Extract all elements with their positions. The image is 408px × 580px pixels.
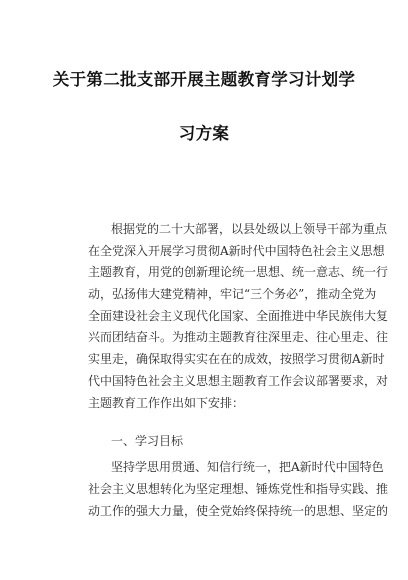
intro-paragraph-line: 代中国特色社会主义思想主题教育工作会议部署要求，对 bbox=[88, 374, 389, 388]
section-paragraph-line: 坚持学思用贯通、知信行统一，把A新时代中国特色 bbox=[111, 460, 384, 474]
section-heading-study-goals: 一、学习目标 bbox=[111, 434, 184, 448]
intro-paragraph-line: 主题教育，用党的创新理论统一思想、统一意志、统一行 bbox=[88, 265, 389, 279]
section-paragraph-line: 动工作的强大力量，使全党始终保持统一的思想、坚定的 bbox=[88, 504, 389, 518]
intro-paragraph-line: 实里走，确保取得实实在在的成效，按照学习贯彻A新时 bbox=[88, 352, 385, 366]
document-title-line-2: 习方案 bbox=[178, 124, 230, 143]
intro-paragraph-line: 主题教育工作作出如下安排： bbox=[88, 396, 245, 410]
document-title-line-1: 关于第二批支部开展主题教育学习计划学 bbox=[52, 70, 356, 89]
intro-paragraph-line: 在全党深入开展学习贯彻A新时代中国特色社会主义思想 bbox=[88, 244, 385, 258]
intro-paragraph-line: 动，弘扬伟大建党精神，牢记“三个务必”，推动全党为 bbox=[88, 287, 377, 301]
intro-paragraph-line: 全面建设社会主义现代化国家、全面推进中华民族伟大复 bbox=[88, 309, 389, 323]
intro-paragraph-line: 根据党的二十大部署，以县处级以上领导干部为重点 bbox=[111, 222, 388, 236]
intro-paragraph-line: 兴而团结奋斗。为推动主题教育往深里走、往心里走、往 bbox=[88, 330, 389, 344]
section-paragraph-line: 社会主义思想转化为坚定理想、锤炼党性和指导实践、推 bbox=[88, 482, 389, 496]
